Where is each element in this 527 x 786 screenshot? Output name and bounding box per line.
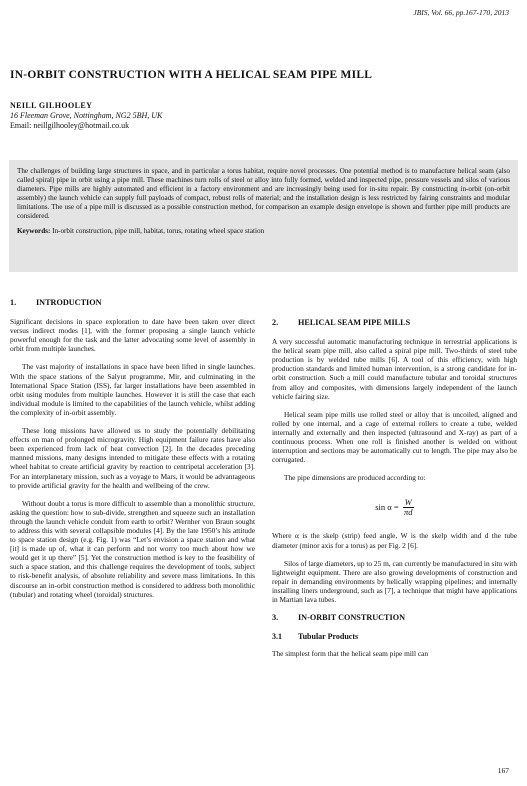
paragraph: These long missions have allowed us to study the potentially debilitating effects on man of prolonged microgravity. High equipment failure rates have also been experienced from lack of heat convection [2]. In the decades preceding manned missions, many designs intended to mitigate these effects with a rotating wheel habitat to create artificial gravity by reaction to centripetal acceleration [3]. For an interplanetary mission, such as a voyage to Mars, it would be advantageous to provide artificial gravity for the health and wellbeing of the crew. (10, 426, 255, 490)
left-column (10, 298, 255, 608)
paragraph: Without doubt a torus is more difficult to assemble than a monolithic structure, asking the question: how to sub-divide, strengthen and squeeze such an installation through the launch vehicle conduit from earth to orbit? Wernher von Braun sought to address this with several collapsible modules [4]. By the late 1950’s his attitude to space station design (e.g. Fig. 1) was “Let’s envision a space station and what [it] is made up of, what it can perform and not worry too much about how we would get it up there” [5]. Yet the construction method is key to the feasibility of such a space station, and this challenge requires the development of tools, subject to risk-benefit analysis, of absolute reliability and severe mass limitations. In this discourse an in-orbit construction method is considered to address both monolithic (tubular) and rotating wheel (toroidal) structures. (10, 498, 255, 599)
keywords-text: In-orbit construction, pipe mill, habitat, torus, rotating wheel space station (50, 226, 265, 235)
author-affiliation: 16 Fleeman Grove, Nottingham, NG2 5BH, UK (10, 111, 163, 120)
section-title: IN-ORBIT CONSTRUCTION (298, 613, 405, 623)
section-heading-in-orbit-construction (272, 613, 517, 622)
paper-title: IN-ORBIT CONSTRUCTION WITH A HELICAL SEAM PIPE MILL (10, 69, 373, 81)
section-number: 3. (272, 613, 279, 623)
paragraph: A very successful automatic manufacturing technique in terrestrial applications is the helical seam pipe mill, also called a spiral pipe mill. Two-thirds of steel tube production is by welded tube mills [6]. A tool of this efficiency, with high production standards and limited human intervention, is a strong candidate for in-orbit construction. Such a mill could manufacture tubular and toroidal structures from alloy and composites, with dimensions largely independent of the launch vehicle fairing size. (272, 337, 517, 401)
keywords-line (17, 227, 510, 236)
equation-numerator: W (404, 496, 412, 507)
equation-denominator: πd (403, 506, 413, 517)
paragraph: Significant decisions in space exploration to date have been taken over direct versus indirect modes [1], with the former proposing a single launch vehicle powerful enough for the task and the latter advocating some level of assembly in orbit from multiple launches. (10, 317, 255, 354)
section-number: 2. (272, 318, 279, 327)
section-heading-introduction (10, 298, 255, 307)
section-number: 1. (10, 298, 17, 307)
equation-fraction (403, 498, 414, 517)
author-block (10, 101, 162, 131)
author-name: NEILL GILHOOLEY (10, 101, 93, 110)
equation-lhs: sin α = (375, 501, 399, 512)
paragraph: The vast majority of installations in space have been lifted in single launches. With the space stations of the Salyut programme, Mir, and culminating in the International Space Station (ISS), far larger installations have been assembled in orbit using modules from multiple launches. However it is still the case that each individual module is limited to the capabilities of the launch vehicle, whilst adding the complexity of in-orbit assembly. (10, 362, 255, 417)
page-number: 167 (497, 766, 509, 775)
section-heading-pipe-mills (272, 318, 517, 327)
abstract-text: The challenges of building large structures in space, and in particular a torus habitat, require novel processes. One potential method is to manufacture helical seam (also called spiral) pipe in orbit using a pipe mill. These machines turn rolls of steel or alloy into fully formed, welded and inspected pipe, pressure vessels and silos of various diameters. Pipe mills are highly automated and efficient in a factory environment and are increasingly being used for in-situ repair. By constructing in-orbit (on-orbit assembly) the launch vehicle can supply full payloads of compact, robust rolls of material; and the installation design is less restricted by fairing constraints and modular limitations. The use of a pipe mill is discussed as a possible construction method, for comparison an example design envelope is shown and further pipe mill products are considered. (17, 167, 510, 221)
subsection-number: 3.1 (272, 632, 282, 642)
subsection-heading-tubular-products (272, 632, 517, 641)
section-title: HELICAL SEAM PIPE MILLS (298, 318, 411, 327)
paragraph: The pipe dimensions are produced according to: (284, 473, 426, 483)
author-email: Email: neillgilhooley@hotmail.co.uk (10, 121, 130, 130)
paragraph: Helical seam pipe mills use rolled steel or alloy that is uncoiled, aligned and rolled by one internal, and a cage of external rollers to create a tube, welded internally and externally and then inspected (ultrasound and X-ray) as part of a continuous process. When one roll is finished another is welded on without interruption and sections may be automatically cut to length. The pipe may also be corrugated. (272, 409, 517, 465)
equation (272, 491, 517, 523)
paragraph: The simplest form that the helical seam pipe mill can (272, 649, 429, 659)
section-title: INTRODUCTION (36, 298, 102, 307)
paragraph: Silos of large diameters, up to 25 m, can currently be manufactured in situ with lightweight equipment. There are also growing developments of construction and repair in demanding environments by helically wrapping pipelines; and internally installing liners underground, such as [7], a technique that might have applications in Martian lava tubes. (272, 558, 517, 604)
subsection-title: Tubular Products (298, 632, 359, 642)
right-column (272, 318, 517, 667)
abstract-box (9, 160, 518, 272)
journal-reference: JBIS, Vol. 66, pp.167-170, 2013 (413, 8, 509, 17)
paragraph: Where α is the skelp (strip) feed angle, W is the skelp width and d the tube diameter (minor axis for a torus) as per Fig. 2 [6]. (272, 531, 517, 550)
keywords-label: Keywords: (17, 226, 51, 235)
